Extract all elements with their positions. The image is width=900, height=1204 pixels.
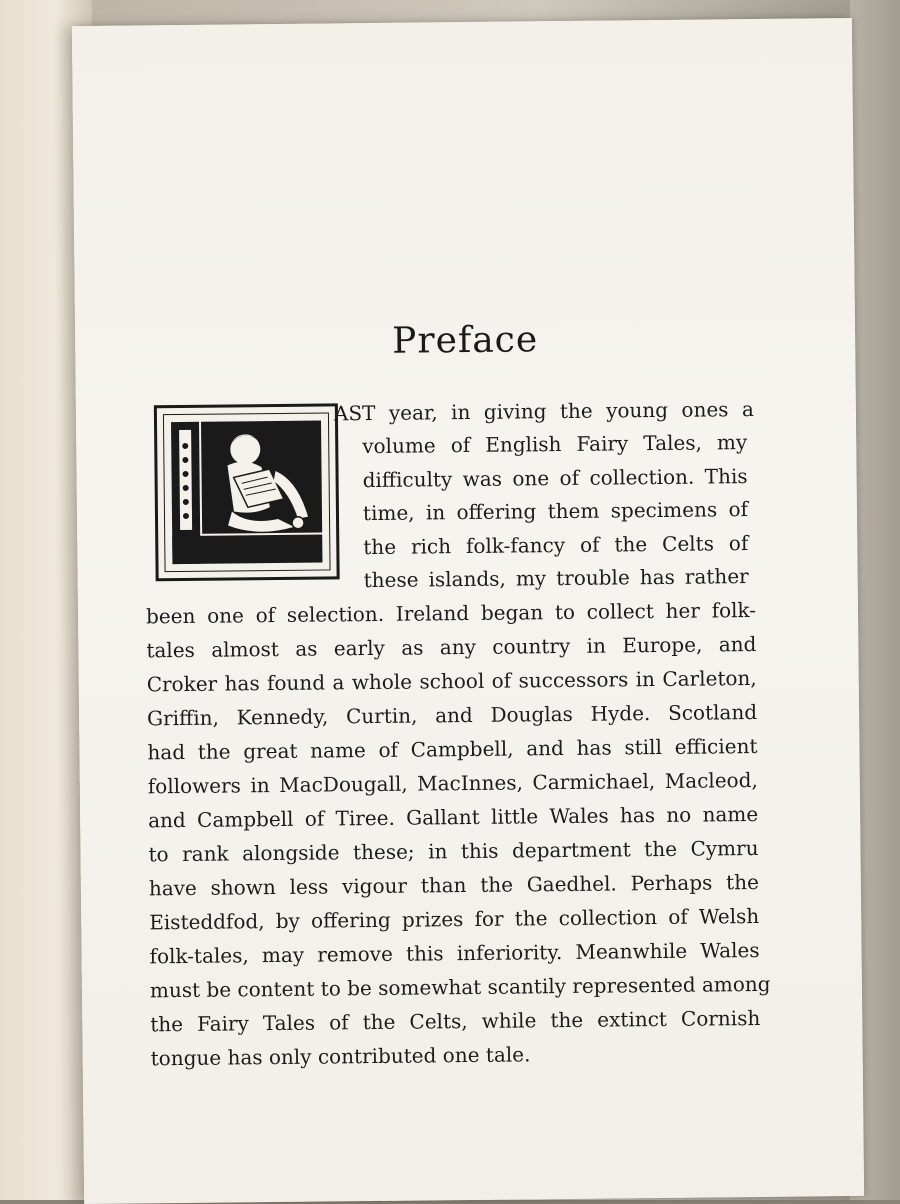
drop-cap-first-line: AST year, in giving the young ones a	[333, 396, 755, 426]
text-line: the Fairy Tales of the Celts, while the extinct Cornish	[150, 1005, 761, 1037]
page-title: Preface	[391, 319, 539, 362]
text-line: Croker has found a whole school of successors in Carleton,	[146, 665, 757, 697]
indented-lines	[362, 426, 749, 598]
text-line: volume of English Fairy Tales, my	[362, 430, 748, 459]
text-line: folk-tales, may remove this inferiority. Meanwhile Wales	[149, 937, 760, 969]
text-line: these islands, my trouble has rather	[363, 564, 749, 593]
text-line: have shown less vigour than the Gaedhel. Perhaps the	[148, 869, 759, 901]
text-line: the rich folk-fancy of the Celts of	[363, 530, 749, 559]
text-line: been one of selection. Ireland began to collect her folk-	[145, 597, 757, 629]
text-line: tales almost as early as any country in Europe, and	[146, 631, 757, 663]
body-paragraph	[145, 593, 771, 1075]
text-line: must be content to be somewhat scantily represented among	[149, 971, 771, 1003]
text-line: to rank alongside these; in this department the Cymru	[148, 835, 759, 867]
book-page	[72, 18, 864, 1204]
text-line: difficulty was one of collection. This	[362, 463, 748, 492]
text-line: followers in MacDougall, MacInnes, Carmichael, Macleod,	[147, 767, 758, 799]
text-line: time, in offering them specimens of	[362, 497, 749, 526]
text-line: had the great name of Campbell, and has still efficient	[147, 733, 758, 765]
text-line: Griffin, Kennedy, Curtin, and Douglas Hyde. Scotland	[146, 699, 758, 731]
text-line: Eisteddfod, by offering prizes for the collection of Welsh	[149, 903, 760, 935]
show-through-text	[183, 114, 743, 120]
drop-cap-illustration	[154, 403, 340, 581]
child-reading-illustration	[157, 406, 337, 578]
text-line: and Campbell of Tiree. Gallant little Wales has no name	[148, 801, 759, 833]
text-line: tongue has only contributed one tale.	[150, 1042, 531, 1071]
